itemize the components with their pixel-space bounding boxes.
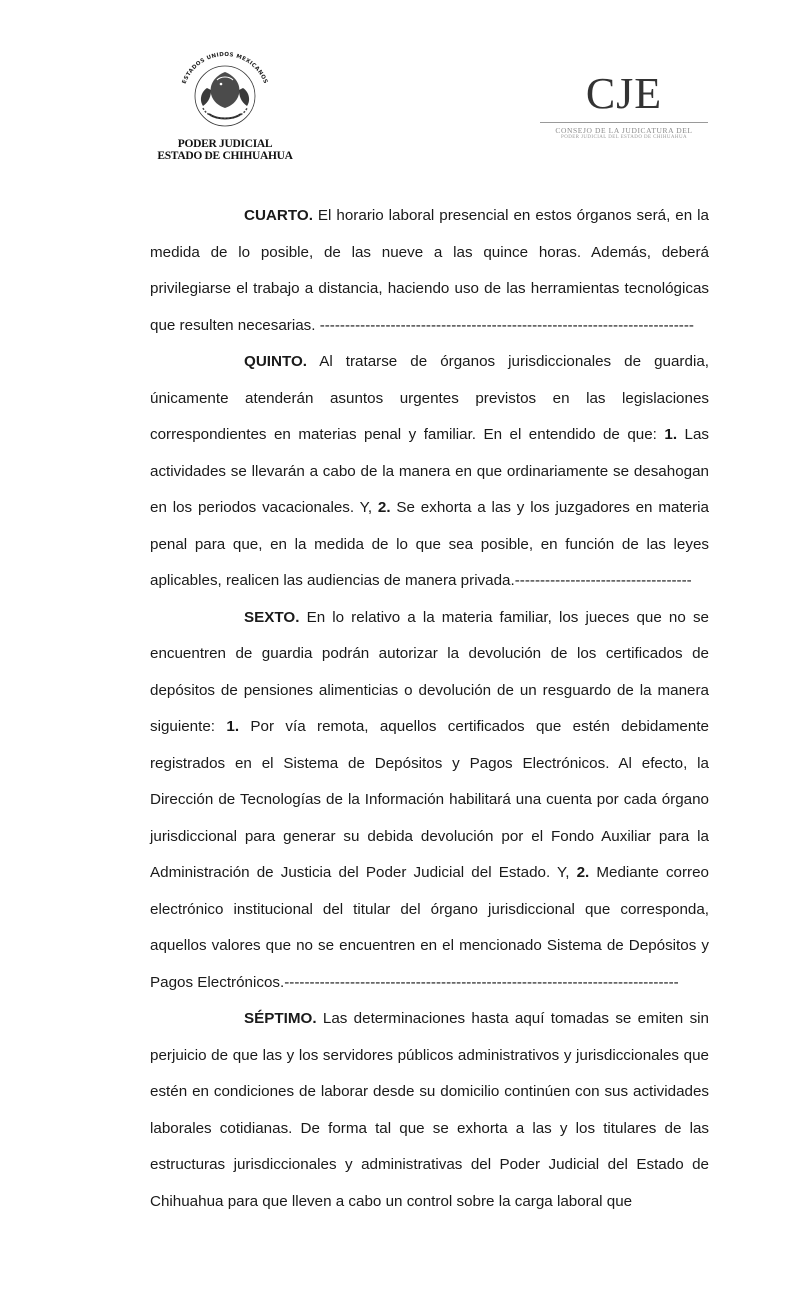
text-sexto-1: En lo relativo a la materia familiar, los jueces que no se encuentren de guardia podrán autorizar la devolución de los certificados de depósitos de pensiones alimenticias o devolución de un resguardo de la manera siguiente: [150, 608, 709, 735]
heading-quinto: QUINTO. [244, 353, 308, 370]
cje-name-line1: CONSEJO DE LA JUDICATURA DEL [555, 126, 693, 135]
heading-cuarto: CUARTO. [244, 207, 313, 224]
poder-judicial-header [150, 40, 300, 162]
number-sexto-1: 1. [226, 718, 240, 735]
text-septimo: Las determinaciones hasta aquí tomadas se emiten sin perjuicio de que las y los servidores públicos administrativos y jurisdiccionales que estén en condiciones de laborar desde su domicilio continúen con sus actividades laborales cotidianas. De forma tal que se exhorta a las y los titulares de las estructuras jurisdiccionales y administrativas del Poder Judicial del Estado de Chihuahua para que lleven a cabo un control sobre la carga laboral que [150, 1010, 709, 1210]
text-sexto-2: Por vía remota, aquellos certificados que estén debidamente registrados en el Sistema de Depósitos y Pagos Electrónicos. Al efecto, la Dirección de Tecnologías de la Información habilitará una cuenta por cada órgano jurisdiccional para generar su debida devolución por el Fondo Auxiliar para la Administración de Justicia del Poder Judicial del Estado. Y, [150, 718, 709, 881]
paragraph-sexto [150, 600, 709, 1002]
number-quinto-1: 1. [664, 426, 678, 443]
text-sexto-3: Mediante correo electrónico institucional del titular del órgano jurisdiccional que corresponda, aquellos valores que no se encuentren en el mencionado Sistema de Depósitos y Pagos Electrónicos.------------------------------------------------------------------------------ [150, 864, 710, 991]
mexican-coat-of-arms-seal [169, 40, 281, 140]
cje-name-line2: PODER JUDICIAL DEL ESTADO DE CHIHUAHUA [561, 135, 687, 140]
text-cuarto: El horario laboral presencial en estos órganos será, en la medida de lo posible, de las nueve a las quince horas. Además, deberá privilegiarse el trabajo a distancia, haciendo uso de las herramientas tecnológicas que resulten necesarias. -------------------------------------------------------------------------- [150, 207, 709, 334]
text-quinto-1: Al tratarse de órganos jurisdiccionales de guardia, únicamente atenderán asuntos urgentes previstos en las legislaciones correspondientes en materias penal y familiar. En el entendido de que: [150, 353, 709, 443]
paragraph-quinto [150, 344, 709, 600]
paragraph-cuarto [150, 198, 709, 344]
cje-header [540, 69, 708, 140]
svg-text:ESTADOS UNIDOS MEXICANOS: ESTADOS UNIDOS MEXICANOS [181, 51, 269, 85]
cje-divider [540, 122, 708, 123]
text-quinto-2: Las actividades se llevarán a cabo de la manera en que ordinariamente se desahogan en los periodos vacacionales. Y, [150, 426, 709, 516]
estado-chihuahua-subtitle: ESTADO DE CHIHUAHUA [157, 150, 293, 162]
paragraph-septimo [150, 1001, 709, 1220]
number-sexto-2: 2. [576, 864, 590, 881]
heading-septimo: SÉPTIMO. [244, 1010, 317, 1027]
text-quinto-3: Se exhorta a las y los juzgadores en materia penal para que, en la medida de lo que sea posible, en función de las leyes aplicables, realicen las audiencias de manera privada.----------------------------------- [150, 499, 709, 589]
number-quinto-2: 2. [377, 499, 391, 516]
poder-judicial-title: PODER JUDICIAL [177, 138, 273, 150]
document-body [150, 198, 709, 1220]
heading-sexto: SEXTO. [244, 608, 300, 626]
cje-logo: CJE [585, 69, 663, 118]
